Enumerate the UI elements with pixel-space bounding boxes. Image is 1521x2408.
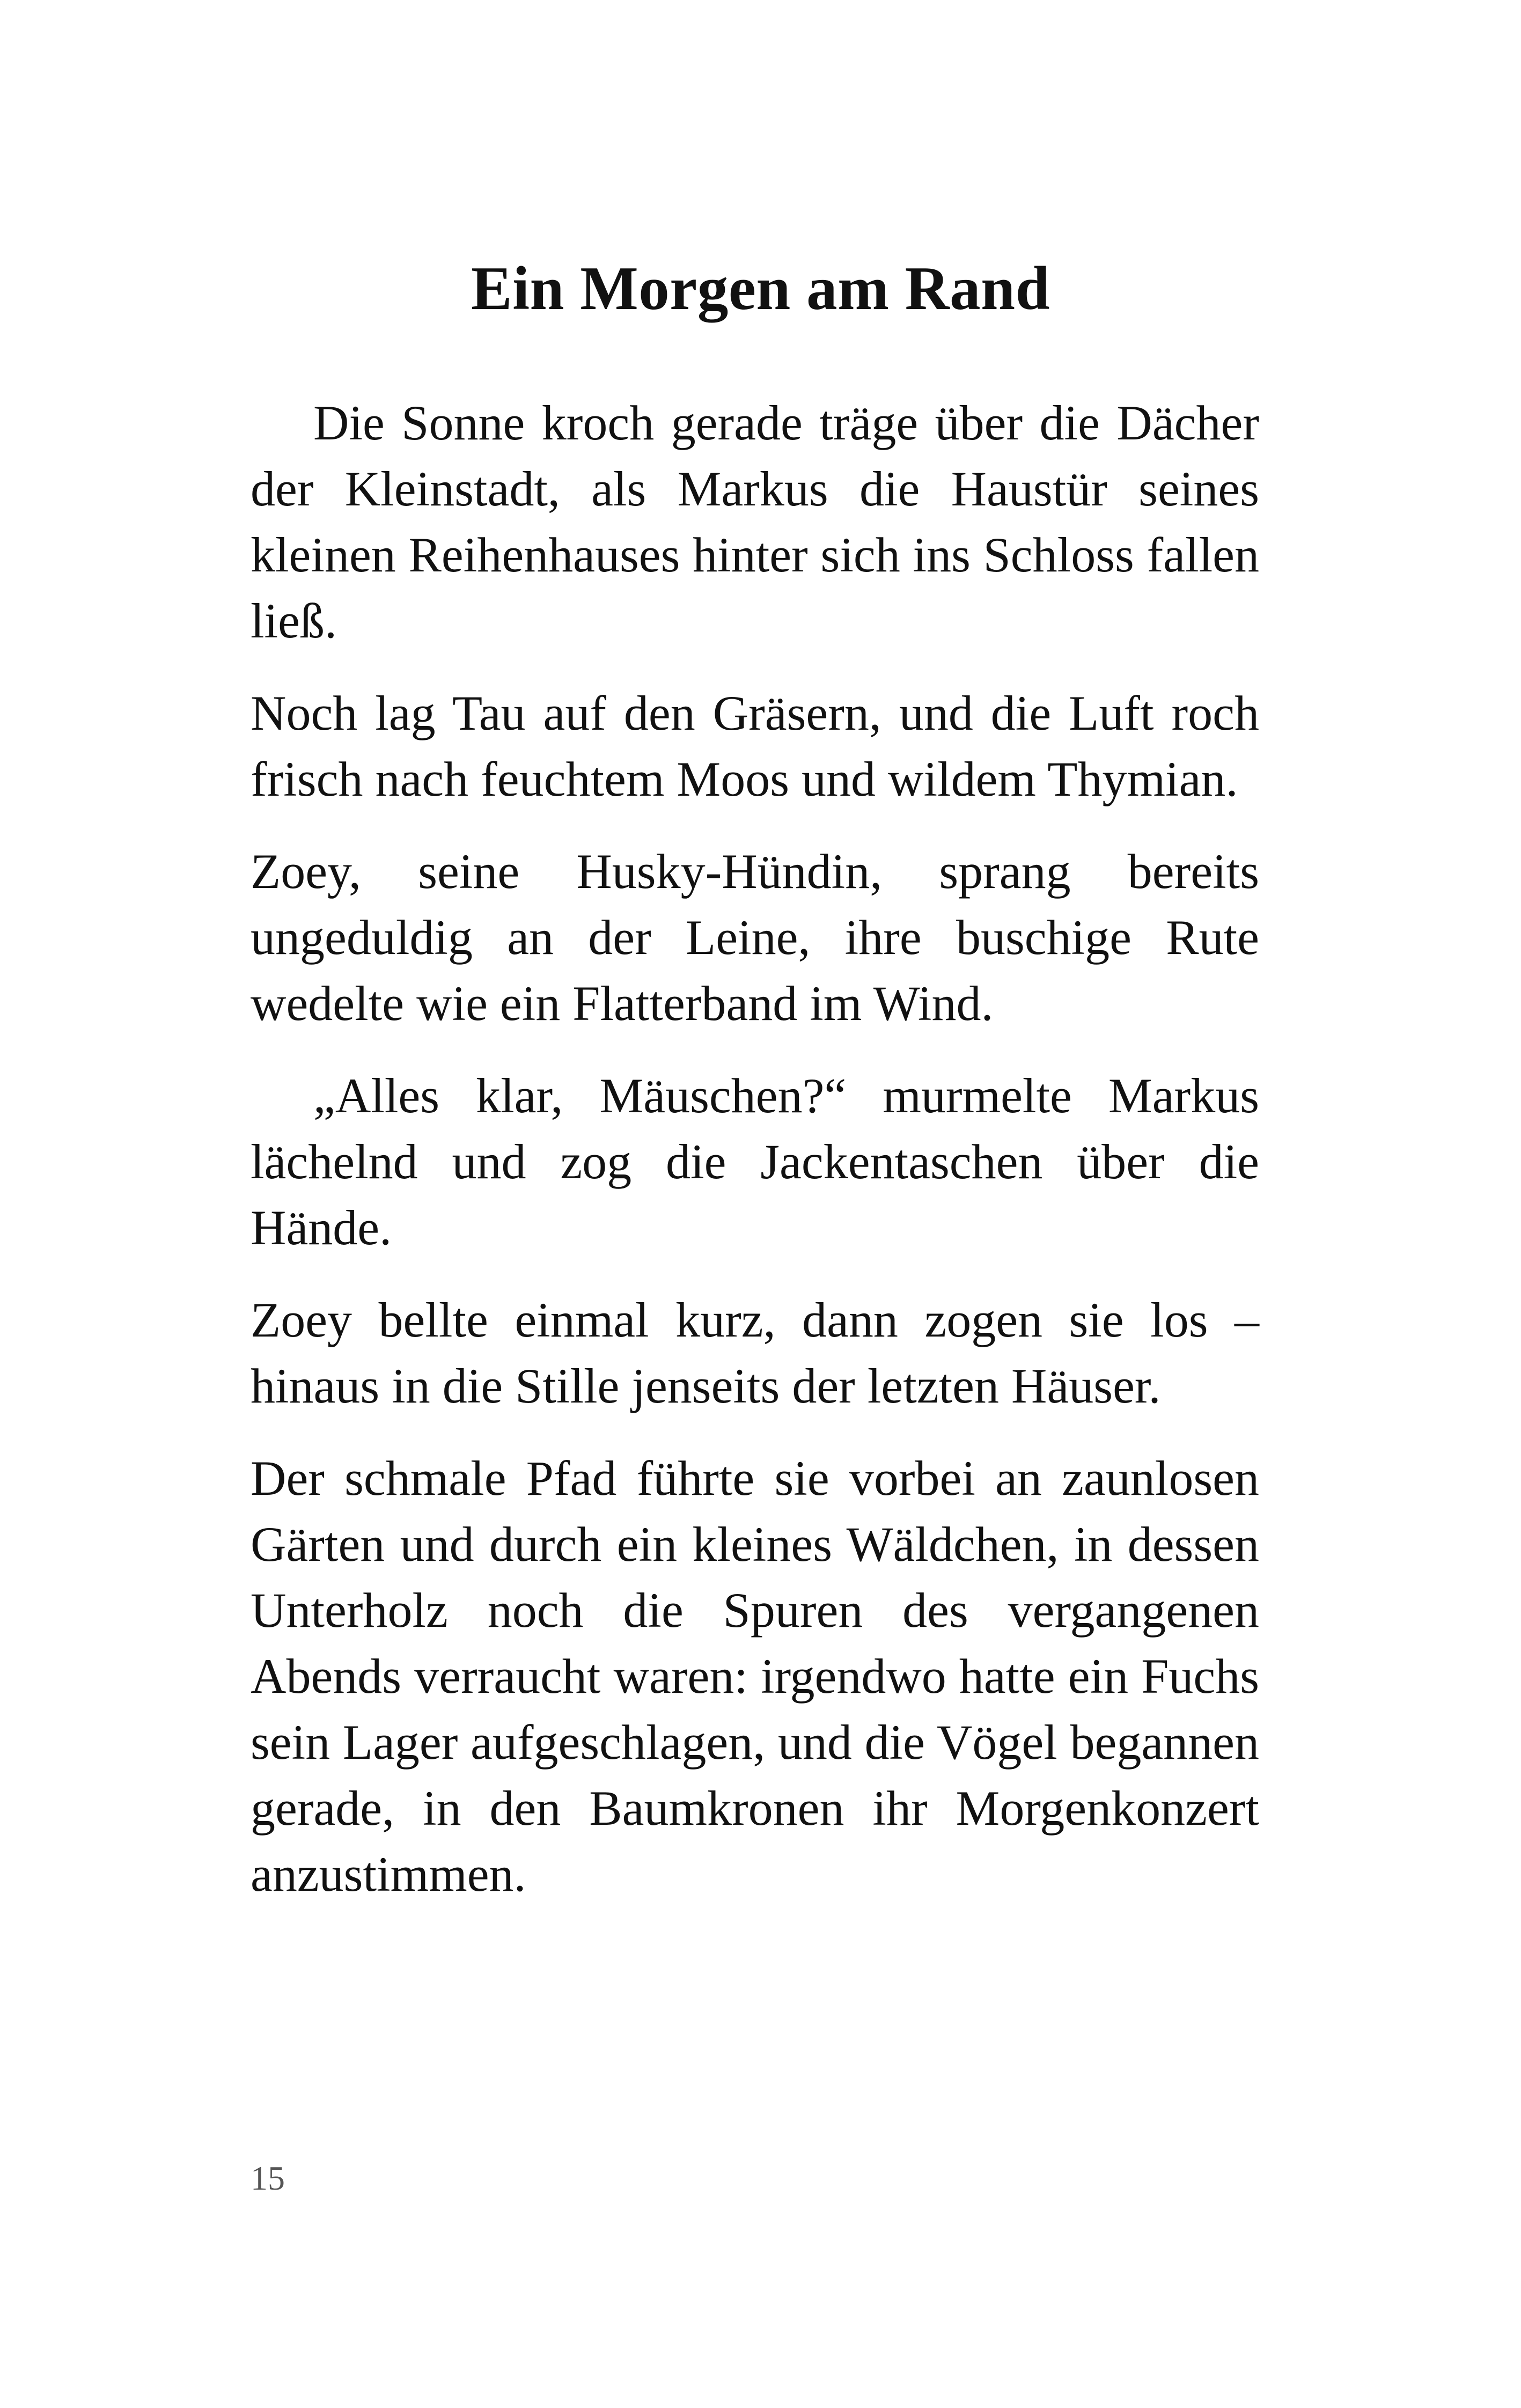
paragraph: Zoey bellte einmal kurz, dann zogen sie los – hinaus in die Stille jenseits der letzten Häuser. — [251, 1293, 1259, 1413]
chapter-title: Ein Morgen am Rand — [471, 254, 1050, 322]
chapter-body — [251, 390, 1259, 1907]
page-number: 15 — [251, 2159, 285, 2197]
paragraph: „Alles klar, Mäuschen?“ murmelte Markus lächelnd und zog die Jackentaschen über die Hände. — [251, 1068, 1259, 1255]
paragraph: Zoey, seine Husky-Hündin, sprang bereits ungeduldig an der Leine, ihre buschige Rute wedelte wie ein Flatterband im Wind. — [251, 844, 1259, 1031]
paragraph: Die Sonne kroch gerade träge über die Dächer der Kleinstadt, als Markus die Haustür seines kleinen Reihenhauses hinter sich ins Schloss fallen ließ. — [251, 395, 1259, 648]
paragraph: Der schmale Pfad führte sie vorbei an zaunlosen Gärten und durch ein kleines Wäldchen, in dessen Unterholz noch die Spuren des vergangenen Abends verraucht waren: irgendwo hatte ein Fuchs sein Lager aufgeschlagen, und die Vögel begannen gerade, in den Baumkronen ihr Morgenkonzert anzustimmen. — [251, 1451, 1259, 1902]
paragraph: Noch lag Tau auf den Gräsern, und die Luft roch frisch nach feuchtem Moos und wildem Thymian. — [251, 686, 1259, 806]
